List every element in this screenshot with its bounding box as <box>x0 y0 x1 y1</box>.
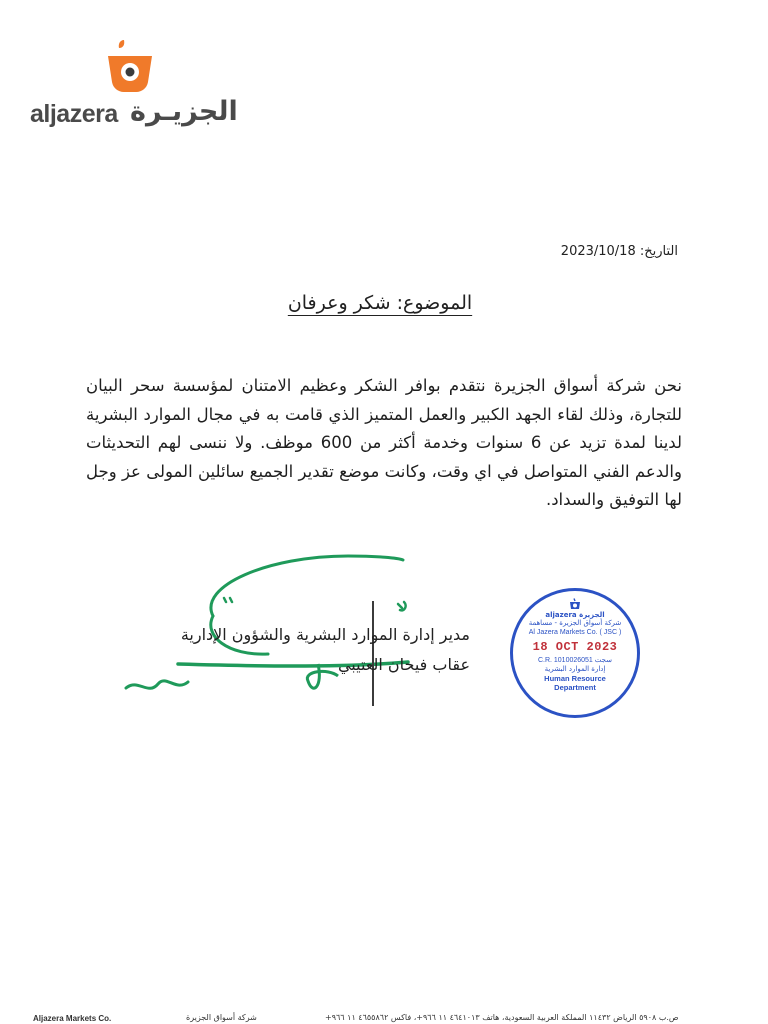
footer-company-ar: شركة أسواق الجزيرة <box>186 1013 257 1022</box>
date-value: 2023/10/18 <box>560 244 636 259</box>
stamp-department-en-1: Human Resource <box>544 674 606 683</box>
company-stamp <box>510 588 640 718</box>
letter-subject: الموضوع: شكر وعرفان <box>287 292 473 314</box>
stamp-basket-icon <box>513 597 637 611</box>
stamp-company-ar: شركة أسواق الجزيرة - مساهمة <box>528 619 622 627</box>
footer-company-en: Aljazera Markets Co. <box>33 1014 112 1023</box>
letter-body: نحن شركة أسواق الجزيرة نتقدم بوافر الشكر وعظيم الامتنان لمؤسسة سحر البيان للتجارة، وذلك لقاء الجهد الكبير والعمل المتميز الذي قامت به في مجال الموارد البشرية لدينا لمدة تزيد عن 6 سنوات وخدمة أكثر من 600 موظف. ولا ننسى لهم التحديثات والدعم الفني المتواصل في اي وقت، وكانت موضع تقدير الجميع سائلين المولى عز وجل لها التوفيق والسداد. <box>86 376 682 509</box>
stamp-department-en-2: Department <box>554 683 596 692</box>
stamp-date: 18 OCT 2023 <box>532 640 618 654</box>
stamp-company-en: Al Jazera Markets Co. ( JSC ) <box>528 629 622 636</box>
logo-arabic-text: الجزيـرة <box>130 96 238 127</box>
letter-date <box>561 244 678 259</box>
logo-latin-text: aljazera <box>30 100 118 128</box>
stamp-brand: aljazera الجزيرة <box>545 611 605 619</box>
signatory-block <box>150 620 470 680</box>
stamp-cr-number: C.R. 1010026051 سجت <box>537 657 613 664</box>
company-logo <box>30 38 238 133</box>
basket-logo-icon <box>106 38 154 96</box>
letter-footer <box>0 1012 768 1024</box>
stamp-department-ar: إدارة الموارد البشرية <box>544 665 606 673</box>
signatory-title: مدير إدارة الموارد البشرية والشؤون الإدارية <box>180 625 470 644</box>
footer-address: ص.ب ٥٩٠٨ الرياض ١١٤٣٢ المملكة العربية السعودية، هاتف ٤٦٤١٠١٣ ١١ ٩٦٦+، فاكس ٤٦٥٥٨٦٢ ١١ ٩٦٦+ <box>325 1013 679 1022</box>
date-label: التاريخ: <box>639 244 678 259</box>
signatory-name: عقاب فيحان العتيبي <box>337 655 470 674</box>
